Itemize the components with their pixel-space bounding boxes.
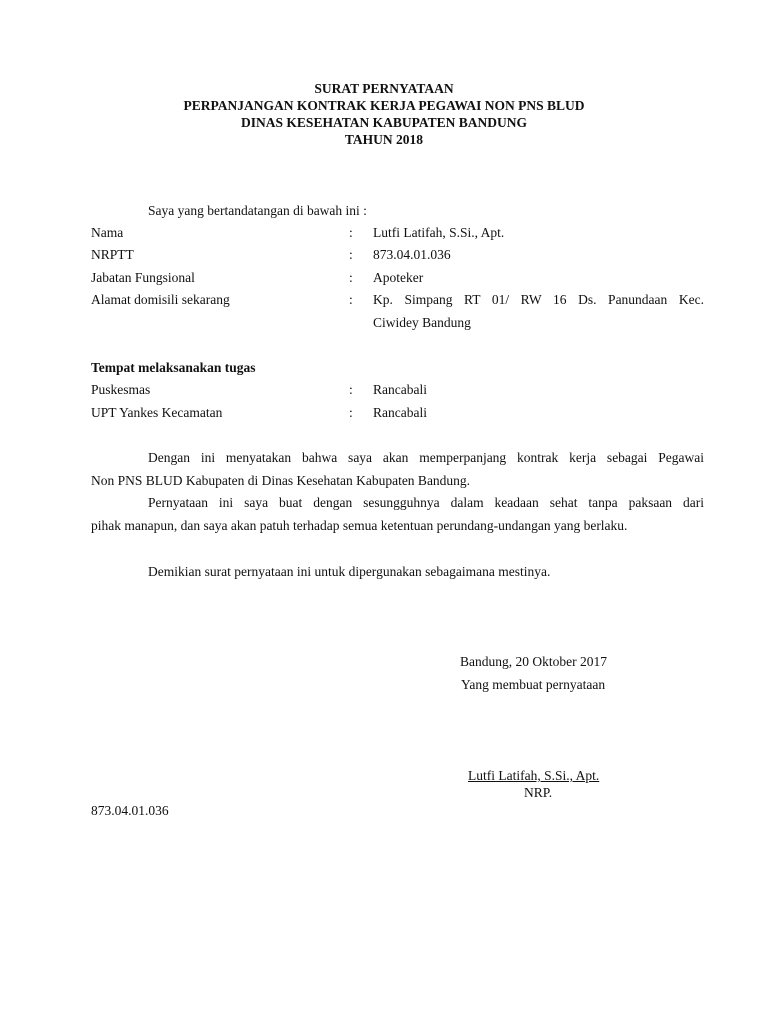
field-jabatan xyxy=(91,269,706,287)
doc-agency: DINAS KESEHATAN KABUPATEN BANDUNG xyxy=(241,115,527,130)
doc-subtitle: PERPANJANGAN KONTRAK KERJA PEGAWAI NON PNS BLUD xyxy=(183,98,585,113)
field-value: Apoteker xyxy=(373,270,424,285)
closing-text: Demikian surat pernyataan ini untuk dipergunakan sebagaimana mestinya. xyxy=(148,564,551,579)
field-nama xyxy=(91,224,706,242)
field-colon: : xyxy=(349,405,353,420)
field-label: Nama xyxy=(91,225,124,240)
field-upt xyxy=(91,404,706,422)
signature-caption: Yang membuat pernyataan xyxy=(461,677,606,692)
field-value: Lutfi Latifah, S.Si., Apt. xyxy=(373,225,505,240)
field-value: 873.04.01.036 xyxy=(373,247,451,262)
field-puskesmas xyxy=(91,381,706,399)
field-colon: : xyxy=(349,270,353,285)
field-value: Rancabali xyxy=(373,382,427,397)
paragraph-2-line-1: Pernyataan ini saya buat dengan sesungguhnya dalam keadaan sehat tanpa paksaan dari xyxy=(148,495,704,510)
field-label: UPT Yankes Kecamatan xyxy=(91,405,223,420)
field-label: Jabatan Fungsional xyxy=(91,270,195,285)
alamat-value-line1: Kp. Simpang RT 01/ RW 16 Ds. Panundaan Kec. xyxy=(373,292,704,307)
field-value: Rancabali xyxy=(373,405,427,420)
nrp-label: NRP. xyxy=(524,785,553,800)
paragraph-1-line-1: Dengan ini menyatakan bahwa saya akan memperpanjang kontrak kerja sebagai Pegawai xyxy=(148,450,704,465)
intro-text: Saya yang bertandatangan di bawah ini : xyxy=(148,203,367,218)
nrp-value: 873.04.01.036 xyxy=(91,803,169,818)
field-colon: : xyxy=(349,247,353,262)
field-colon: : xyxy=(349,382,353,397)
field-colon: : xyxy=(349,225,353,240)
paragraph-1-line-2: Non PNS BLUD Kabupaten di Dinas Kesehatan Kabupaten Bandung. xyxy=(91,473,471,488)
paragraph-2-line-2: pihak manapun, dan saya akan patuh terhadap semua ketentuan perundang-undangan yang berlaku. xyxy=(91,518,628,533)
field-label: NRPTT xyxy=(91,247,134,262)
field-label: Puskesmas xyxy=(91,382,151,397)
field-nrptt xyxy=(91,246,706,264)
duty-heading: Tempat melaksanakan tugas xyxy=(91,360,256,375)
alamat-value-line2: Ciwidey Bandung xyxy=(373,315,471,330)
field-label: Alamat domisili sekarang xyxy=(91,292,230,307)
doc-title: SURAT PERNYATAAN xyxy=(314,81,454,96)
signatory-name: Lutfi Latifah, S.Si., Apt. xyxy=(468,768,600,783)
field-colon: : xyxy=(349,292,353,307)
place-date: Bandung, 20 Oktober 2017 xyxy=(460,654,607,669)
doc-year: TAHUN 2018 xyxy=(344,132,424,147)
